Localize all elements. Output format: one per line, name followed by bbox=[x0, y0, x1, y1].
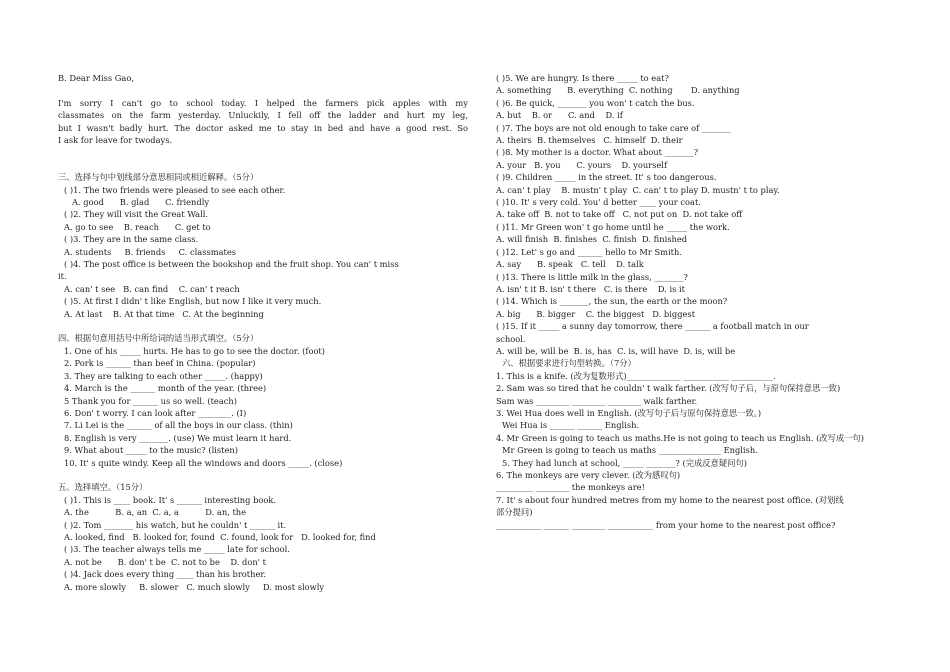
question: 2. Pork is ______ than beef in China. (popular) bbox=[64, 358, 256, 369]
question: ( )2. They will visit the Great Wall. bbox=[64, 209, 209, 220]
options: A. your B. you C. yours D. yourself bbox=[496, 159, 668, 170]
question: 5 Thank you for ______ us so well. (teach) bbox=[64, 395, 237, 406]
section-heading: 四、根据句意用括号中所给词的适当形式填空。（5分） bbox=[58, 333, 259, 344]
question: 部分提问) bbox=[496, 507, 533, 518]
question: ( )6. Be quick, _______ you won' t catch the bus. bbox=[496, 97, 695, 108]
letter-line: I'm sorry I can't go to school today. I helped the farmers pick apples with my bbox=[58, 97, 468, 108]
question: 3. They are talking to each other _____. (happy) bbox=[64, 370, 263, 381]
question-cont: Mr Green is going to teach us maths _______________ English. bbox=[502, 445, 758, 456]
question: 4. March is the ______ month of the year. (three) bbox=[64, 383, 267, 394]
question: ( )3. The teacher always tells me _____ late for school. bbox=[64, 544, 290, 555]
question: ( )14. Which is _______, the sun, the earth or the moon? bbox=[496, 296, 728, 307]
options: A. can' t play B. mustn' t play C. can' t to play D. mustn' t to play. bbox=[496, 184, 780, 195]
right-column bbox=[490, 72, 890, 531]
section-heading: 六、根据要求进行句型转换。（7分） bbox=[502, 358, 636, 369]
question: ( )15. If it _____ a sunny day tomorrow, there ______ a football match in our bbox=[496, 321, 809, 332]
question: ( )5. We are hungry. Is there _____ to eat? bbox=[496, 73, 669, 83]
options: A. the B. a, an C. a, a D. an, the bbox=[64, 507, 247, 518]
left-column bbox=[58, 72, 468, 593]
question: ( )3. They are in the same class. bbox=[64, 234, 199, 245]
question: ( )1. The two friends were pleased to see each other. bbox=[64, 184, 286, 195]
options: school. bbox=[496, 333, 526, 344]
question: ( )2. Tom _______ his watch, but he couldn' t ______ it. bbox=[64, 519, 287, 530]
question: ( )13. There is little milk in the glass, _______? bbox=[496, 271, 688, 282]
options: A. will finish B. finishes C. finish D. finished bbox=[496, 234, 688, 245]
question: 1. One of his _____ hurts. He has to go to see the doctor. (foot) bbox=[64, 345, 326, 356]
question: ( )12. Let' s go and ______ hello to Mr Smith. bbox=[496, 246, 682, 257]
answer-line: 5. They had lunch at school, _____ _______? (完成反意疑问句) bbox=[502, 457, 748, 468]
question: 8. English is very _______. (use) We must learn it hard. bbox=[64, 432, 292, 443]
answer-line: Wei Hua is ______ ______ English. bbox=[502, 420, 640, 431]
question: 6. The monkeys are very clever. (改为感叹句) bbox=[496, 470, 681, 480]
letter-line: but I wasn't badly hurt. The doctor asked me to stay in bed and have a good rest. So bbox=[58, 122, 468, 133]
options: A. take off B. not to take off C. not put on D. not take off bbox=[496, 209, 743, 220]
question: 2. Sam was so tired that he couldn' t walk farther. (改写句子后，与原句保持意思一致) bbox=[496, 383, 841, 394]
answer-line: 7. It' s about four hundred metres from my home to the nearest post office. (对划线 bbox=[496, 494, 844, 505]
options: A. looked, find B. looked for, found C. found, look for D. looked for, find bbox=[64, 531, 376, 542]
letter-heading: B. Dear Miss Gao, bbox=[58, 73, 134, 83]
question: ( )9. Children _____ in the street. It' s too dangerous. bbox=[496, 172, 717, 183]
options: A. good B. glad C. friendly bbox=[72, 197, 210, 208]
options: A. say B. speak C. tell D. talk bbox=[496, 259, 644, 270]
options: A. students B. friends C. classmates bbox=[64, 246, 237, 257]
question-cont: it. bbox=[58, 271, 67, 282]
question: ( )7. The boys are not old enough to take care of _______ bbox=[496, 122, 731, 133]
options: A. isn' t it B. isn' t there C. is there D. is it bbox=[496, 283, 685, 294]
letter-line: classmates on the farm yesterday. Unluckily, I fell off the ladder and hurt my leg, bbox=[58, 110, 468, 121]
question: ( )1. This is ____ book. It' s ______ interesting book. bbox=[64, 494, 277, 505]
options: A. theirs B. themselves C. himself D. their bbox=[496, 135, 683, 146]
question: ( )4. The post office is between the bookshop and the fruit shop. You can' t miss bbox=[64, 259, 399, 270]
question: ( )4. Jack does every thing ____ than his brother. bbox=[64, 569, 267, 580]
answer-line: Sam was ________ ________ ________ walk farther. bbox=[496, 395, 698, 406]
section-heading: 三、选择与句中划线部分意思相同或相近解释。（5分） bbox=[58, 172, 259, 183]
question: 4. Mr Green is going to teach us maths.He is not going to teach us English. (改写成一句) bbox=[496, 432, 865, 443]
question: ( )8. My mother is a doctor. What about _______? bbox=[496, 147, 699, 158]
question: 10. It' s quite windy. Keep all the windows and doors _____. (close) bbox=[64, 457, 343, 468]
question: 9. What about _____ to the music? (listen) bbox=[64, 445, 238, 456]
options: A. can' t see B. can find C. can' t reach bbox=[64, 283, 240, 294]
options: A. but B. or C. and D. if bbox=[496, 110, 623, 121]
options: A. big B. bigger C. the biggest D. biggest bbox=[496, 308, 696, 319]
letter-line: I ask for leave for twodays. bbox=[58, 135, 173, 146]
question: ( )5. At first I didn' t like English, but now I like it very much. bbox=[64, 296, 322, 307]
question: A. will be, will be B. is, has C. is, will have D. is, will be bbox=[496, 345, 736, 356]
question: 6. Don' t worry. I can look after ________. (I) bbox=[64, 407, 247, 418]
question: ( )10. It' s very cold. You' d better ____ your coat. bbox=[496, 197, 701, 208]
options: A. more slowly B. slower C. much slowly D. most slowly bbox=[64, 581, 325, 592]
question-cont: ___________ ______ ________ ___________ from your home to the nearest post office? bbox=[496, 519, 836, 530]
question: _________ ________ the monkeys are! bbox=[496, 482, 645, 493]
section-heading: 五、选择填空。（15分） bbox=[58, 482, 148, 493]
options: A. not be B. don' t be C. not to be D. don' t bbox=[64, 556, 266, 567]
question: ( )11. Mr Green won' t go home until he _____ the work. bbox=[496, 221, 730, 232]
question: 1. This is a knife. (改为复数形式)_____________ ___________ __________. bbox=[496, 370, 776, 381]
options: A. something B. everything C. nothing D. anything bbox=[496, 85, 740, 96]
options: A. go to see B. reach C. get to bbox=[64, 221, 211, 232]
question: 3. Wei Hua does well in English. (改写句子后与原句保持意思一致。) bbox=[496, 407, 762, 418]
question: 7. Li Lei is the ______ of all the boys in our class. (thin) bbox=[64, 420, 293, 431]
options: A. At last B. At that time C. At the beginning bbox=[64, 308, 264, 319]
